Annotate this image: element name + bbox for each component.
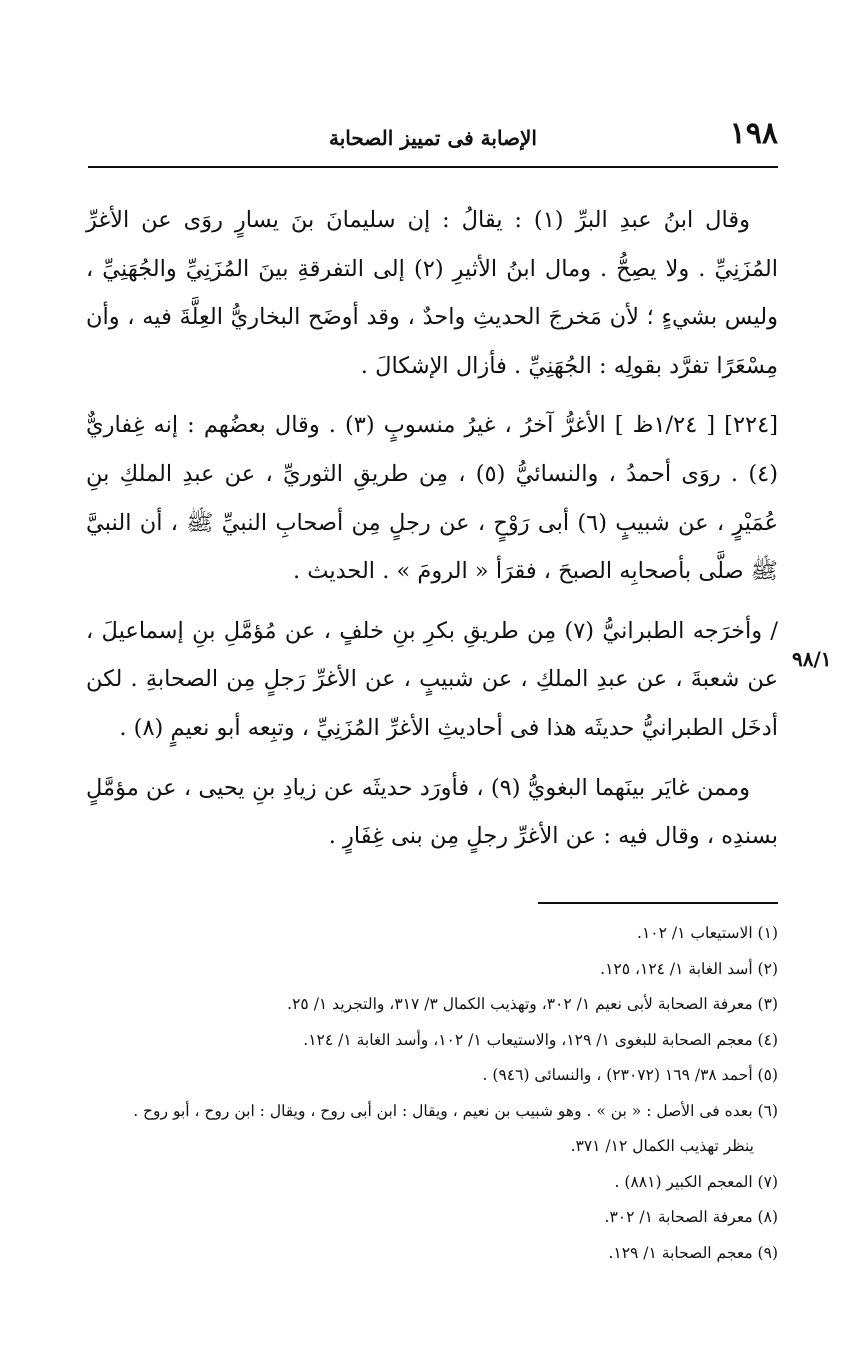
- footnote-rule: [538, 902, 778, 904]
- footnote-7: (٧) المعجم الكبير (٨٨١) .: [614, 1172, 778, 1191]
- paragraph-4: وممن غايَر بينَهما البغويُّ (٩) ، فأورَد حديثَه عن زيادِ بنِ يحيى ، عن مؤمَّلٍ بسندِه ، وقال فيه : عن الأغرِّ رجلٍ مِن بنى غِفَارٍ .: [86, 774, 778, 850]
- margin-reference: ٩٨/١: [792, 647, 832, 671]
- running-title: الإصابة فى تمييز الصحابة: [329, 126, 537, 150]
- paragraph-3: / وأخرَجه الطبرانيُّ (٧) مِن طريقِ بكرِ بنِ خلفٍ ، عن مُؤمَّلِ بنِ إسماعيلَ ، عن شعبةَ ، عن عبدِ الملكِ ، عن شبيبٍ ، عن الأغرِّ رَجلٍ مِن الصحابةِ . لكن أدخَل الطبرانيُّ حديثَه هذا فى أحاديثِ الأغرِّ المُزَنِيِّ ، وتبِعه أبو نعيمٍ (٨) .: [86, 617, 779, 741]
- footnote-6-continuation: ينظر تهذيب الكمال ١٢/ ٣٧١.: [570, 1137, 754, 1155]
- footnote-9: (٩) معجم الصحابة ١/ ١٢٩.: [608, 1243, 778, 1262]
- main-text: [86, 196, 778, 861]
- footnote-4: (٤) معجم الصحابة للبغوى ١/ ١٢٩، والاستيعاب ١/ ١٠٢، وأسد الغابة ١/ ١٢٤.: [303, 1030, 778, 1049]
- footnote-3: (٣) معرفة الصحابة لأبى نعيم ١/ ٣٠٢، وتهذيب الكمال ٣/ ٣١٧، والتجريد ١/ ٢٥.: [287, 995, 778, 1013]
- paragraph-1: وقال ابنُ عبدِ البرِّ (١) : يقالُ : إن سليمانَ بنَ يسارٍ روَى عن الأغرِّ المُزَنِيِّ . ولا يصِحُّ . ومال ابنُ الأثيرِ (٢) إلى التفرقةِ بينَ المُزَنِيِّ والجُهَنِيِّ ، وليس بشيءٍ ؛ لأن مَخرجَ الحديثِ واحدٌ ، وقد أوضَح البخاريُّ العِلَّةَ فيه ، وأن مِسْعَرًا تفرَّد بقولِه : الجُهَنِيِّ . فأزال الإشكالَ .: [86, 207, 778, 379]
- footnote-6: (٦) بعده فى الأصل : « بن » . وهو شبيب بن نعيم ، ويقال : ابن أبى روح ، ويقال : ابن روح ، أبو روح .: [133, 1101, 778, 1120]
- page-number: ١٩٨: [729, 116, 778, 151]
- footnote-1: (١) الاستيعاب ١/ ١٠٢.: [637, 924, 778, 942]
- header-rule: [88, 166, 778, 168]
- footnotes: [86, 916, 778, 1271]
- page-header: [88, 112, 778, 158]
- footnote-5: (٥) أحمد ٣٨/ ١٦٩ (٢٣٠٧٢) ، والنسائى (٩٤٦) .: [482, 1066, 778, 1084]
- footnote-2: (٢) أسد الغابة ١/ ١٢٤، ١٢٥.: [600, 959, 778, 978]
- footnote-8: (٨) معرفة الصحابة ١/ ٣٠٢.: [604, 1208, 778, 1226]
- paragraph-2-entry-224: [٢٢٤] [ ١/٢٤ظ ] الأغرُّ آخرُ ، غيرُ منسوبٍ (٣) . وقال بعضُهم : إنه غِفاريٌّ (٤) . روَى أحمدُ ، والنسائيُّ (٥) ، مِن طريقِ الثوريِّ ، عن عبدِ الملكِ بنِ عُمَيْرٍ ، عن شبيبٍ (٦) أبى رَوْحٍ ، عن رجلٍ مِن أصحابِ النبيِّ ﷺ ، أن النبيَّ ﷺ صلَّى بأصحابِه الصبحَ ، فقرَأ « الرومَ » . الحديث .: [86, 412, 779, 585]
